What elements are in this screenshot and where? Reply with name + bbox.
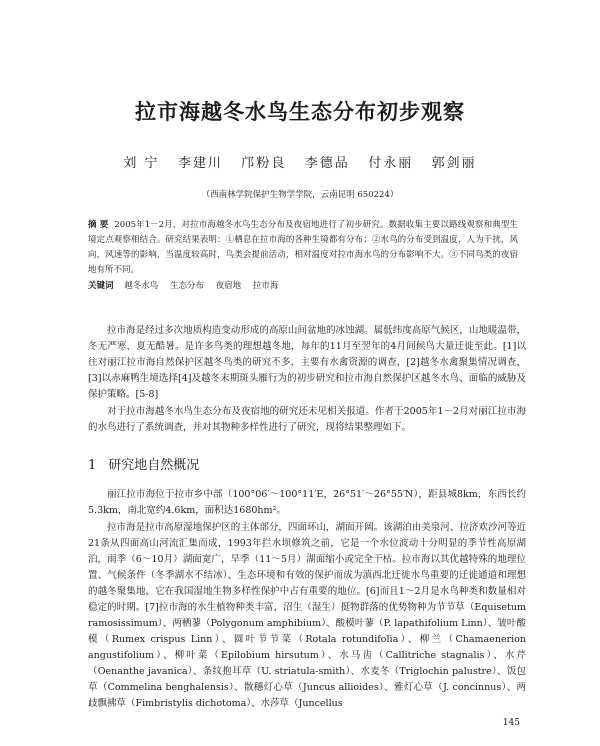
author-name: 付永丽 [368, 156, 414, 171]
author-name: 李建川 [177, 156, 223, 171]
keyword: 夜宿地 [215, 281, 242, 291]
keyword: 生态分布 [169, 281, 204, 291]
section-title: 研究地自然概况 [108, 458, 200, 473]
author-name: 邝粉良 [241, 156, 287, 171]
paper-title: 拉市海越冬水鸟生态分布初步观察 [135, 99, 465, 124]
author-name: 刘 宁 [123, 156, 160, 171]
section-heading [88, 454, 199, 473]
abstract-text: 2005年1－2月，对拉市海越冬水鸟生态分布及夜宿地进行了初步研究。数据收集主要以路线观察和典型生境定点观察相结合。研究结果表明：①栖息在拉市海的各种生境都有分布；②水鸟的分布受到温度，人为干扰，风向，风速等的影响，当温度较高时，鸟类会提前活动，相对温度对拉市海水鸟的分布影响不大。③不同鸟类的夜宿地有所不同。 [88, 220, 518, 275]
author-name: 郭剑丽 [431, 156, 477, 171]
author-name: 李德品 [304, 156, 350, 171]
keywords-label: 关键词 [88, 281, 114, 291]
page-number: 145 [502, 718, 520, 728]
body-paragraph: 丽江拉市海位于拉市乡中部（100°06′～100°11′E，26°51′～26°55′N），距县城8km，东西长约5.3km，南北宽约4.6km，面积达1680hm²。 [88, 489, 526, 516]
intro-paragraph: 拉市海是经过多次地质构造变动形成的高原山间盆地的冰蚀湖。属低纬度高原气候区，山地暖温带，冬无严寒，夏无酷暑。是许多鸟类的理想越冬地，每年的11月至翌年的4月间候鸟大量迁徙至此。[1]以往对丽江拉市海自然保护区越冬鸟类的研究不多，主要有水禽资源的调查，[2]越冬水禽聚集情况调查，[3]以赤麻鸭生境选择[4]及越冬末期斑头雁行为的初步研究和拉市海自然保护区越冬水鸟、面临的威胁及保护策略。[5-8] [88, 325, 526, 400]
affiliation: （西南林学院保护生物学学院，云南昆明 650224） [201, 190, 399, 200]
keywords [88, 279, 518, 291]
section-number: 1 [88, 458, 97, 473]
keyword: 拉市海 [252, 281, 279, 291]
keyword: 越冬水鸟 [124, 281, 159, 291]
abstract-label: 摘 要 [88, 220, 109, 230]
abstract [88, 218, 518, 278]
intro-paragraph: 对于拉市海越冬水鸟生态分布及夜宿地的研究还未见相关报道。作者于2005年1－2月对丽江拉市海的水鸟进行了系统调查，并对其物种多样性进行了研究，现将结果整理如下。 [88, 406, 526, 433]
body-paragraph: 拉市海是拉市高原湿地保护区的主体部分，四面环山，湖面开阔。该湖泊由美泉河、拉济欢沙河等近21条从四面高山河流汇集而成，1993年拦水坝修筑之前，它是一个水位波动十分明显的季节性高原湖泊，雨季（6～10月）湖面宽广，旱季（11～5月）湖面缩小或完全干枯。拉市海以其优越特殊的地理位置、气候条件（冬季湖水不结冰）、生态环境和有效的保护而成为滇西北迁徙水鸟重要的迁徙通道和理想的越冬聚集地，它在我国湿地生物多样性保护中占有重要的地位。[6]而且1～2月是水鸟种类和数量相对稳定的时期。[7]拉市海的水生植物种类丰富，沼生（湿生）挺物群落的优势物种为节节草（Equisetum ramosissimum）、两栖蓼（Polygonum amphibium）、酸模叶蓼（P. lapathifolium Linn）、皱叶酸模（Rumex crispus Linn）、圆叶节节菜（Rotala rotundifolia）、柳兰（Chamaenerion angustifolium）、柳叶菜（Epilobium hirsutum）、水马齿（Callitriche stagnalis）、水芹（Oenanthe javanica）、条纹抱耳草（U. striatula-smith）、水麦冬（Triglochin palustre）、饭包草（Commelina benghalensis）、散穗灯心草（Juncus allioides）、雅灯心草（J. concinnus）、两歧飘拂草（Fimbristylis dichotoma）、水莎草（Juncellus [88, 522, 526, 709]
author-list [0, 152, 600, 171]
